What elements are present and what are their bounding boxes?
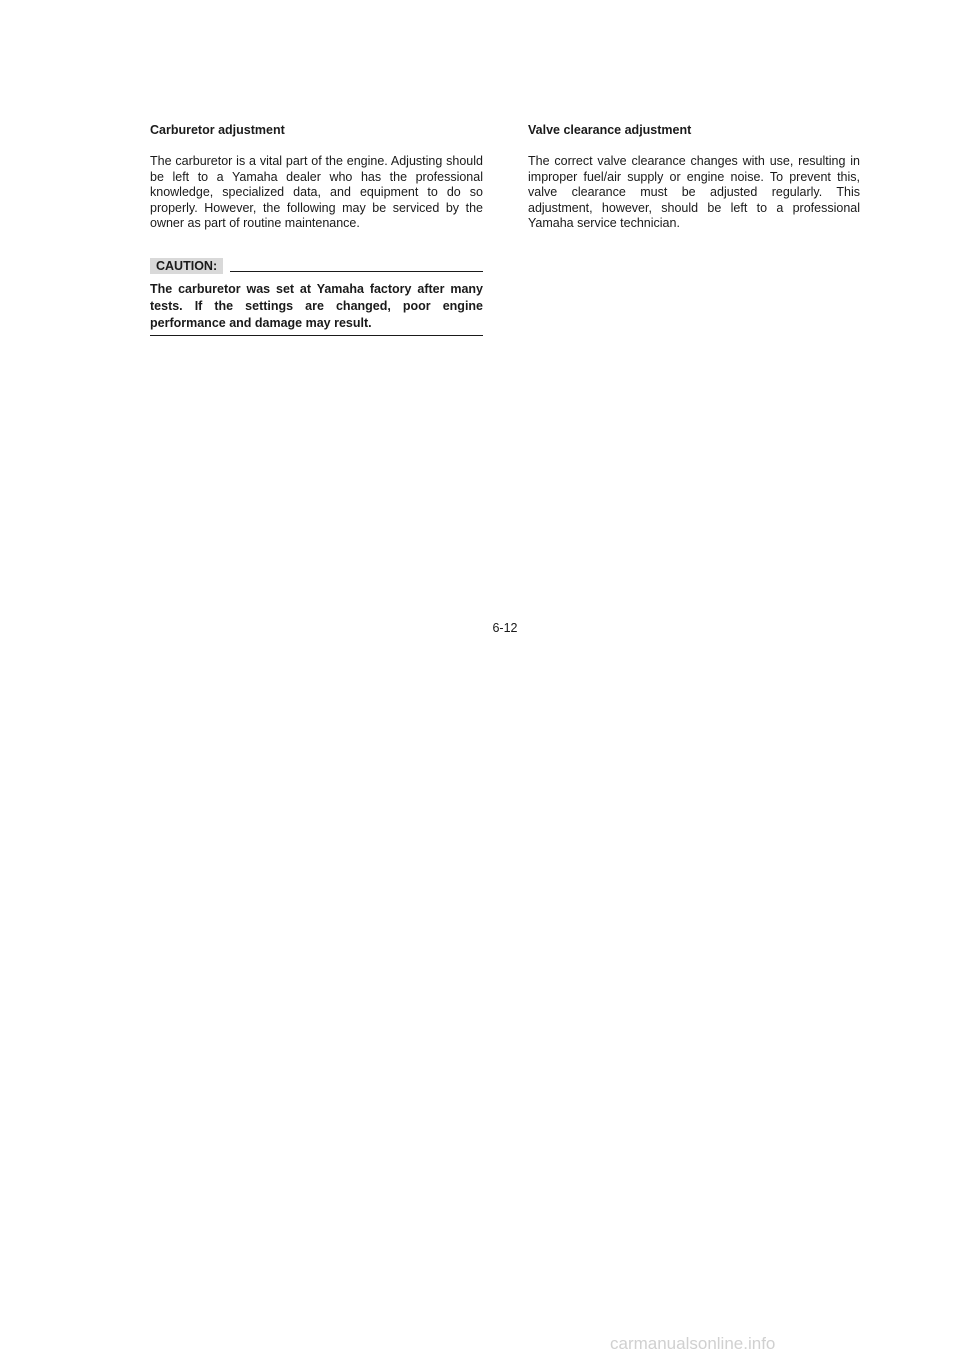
- caution-rule-bottom: [150, 335, 483, 336]
- site-watermark: carmanualsonline.info: [610, 1334, 776, 1353]
- caution-box: [150, 258, 483, 336]
- right-column: [528, 122, 860, 232]
- page-number: 6-12: [492, 621, 518, 635]
- caution-label: CAUTION:: [150, 258, 223, 274]
- carburetor-adjustment-body: The carburetor is a vital part of the engine. Adjusting should be left to a Yamaha dealer who has the professional knowledge, specialized data, and equipment to do so properly. However, the following may be serviced by the owner as part of routine maintenance.: [150, 154, 483, 231]
- left-column: [150, 122, 483, 336]
- caution-header: [150, 258, 483, 275]
- valve-clearance-heading: Valve clearance adjustment: [528, 123, 692, 137]
- valve-clearance-body: The correct valve clearance changes with use, resulting in improper fuel/air supply or engine noise. To prevent this, valve clearance must be adjusted regularly. This adjustment, however, should be left to a professional Yamaha service technician.: [528, 154, 860, 231]
- carburetor-adjustment-heading: Carburetor adjustment: [150, 123, 285, 137]
- caution-text: The carburetor was set at Yamaha factory after many tests. If the settings are changed, poor engine performance and damage may result.: [150, 281, 483, 330]
- caution-rule-top: [230, 271, 483, 272]
